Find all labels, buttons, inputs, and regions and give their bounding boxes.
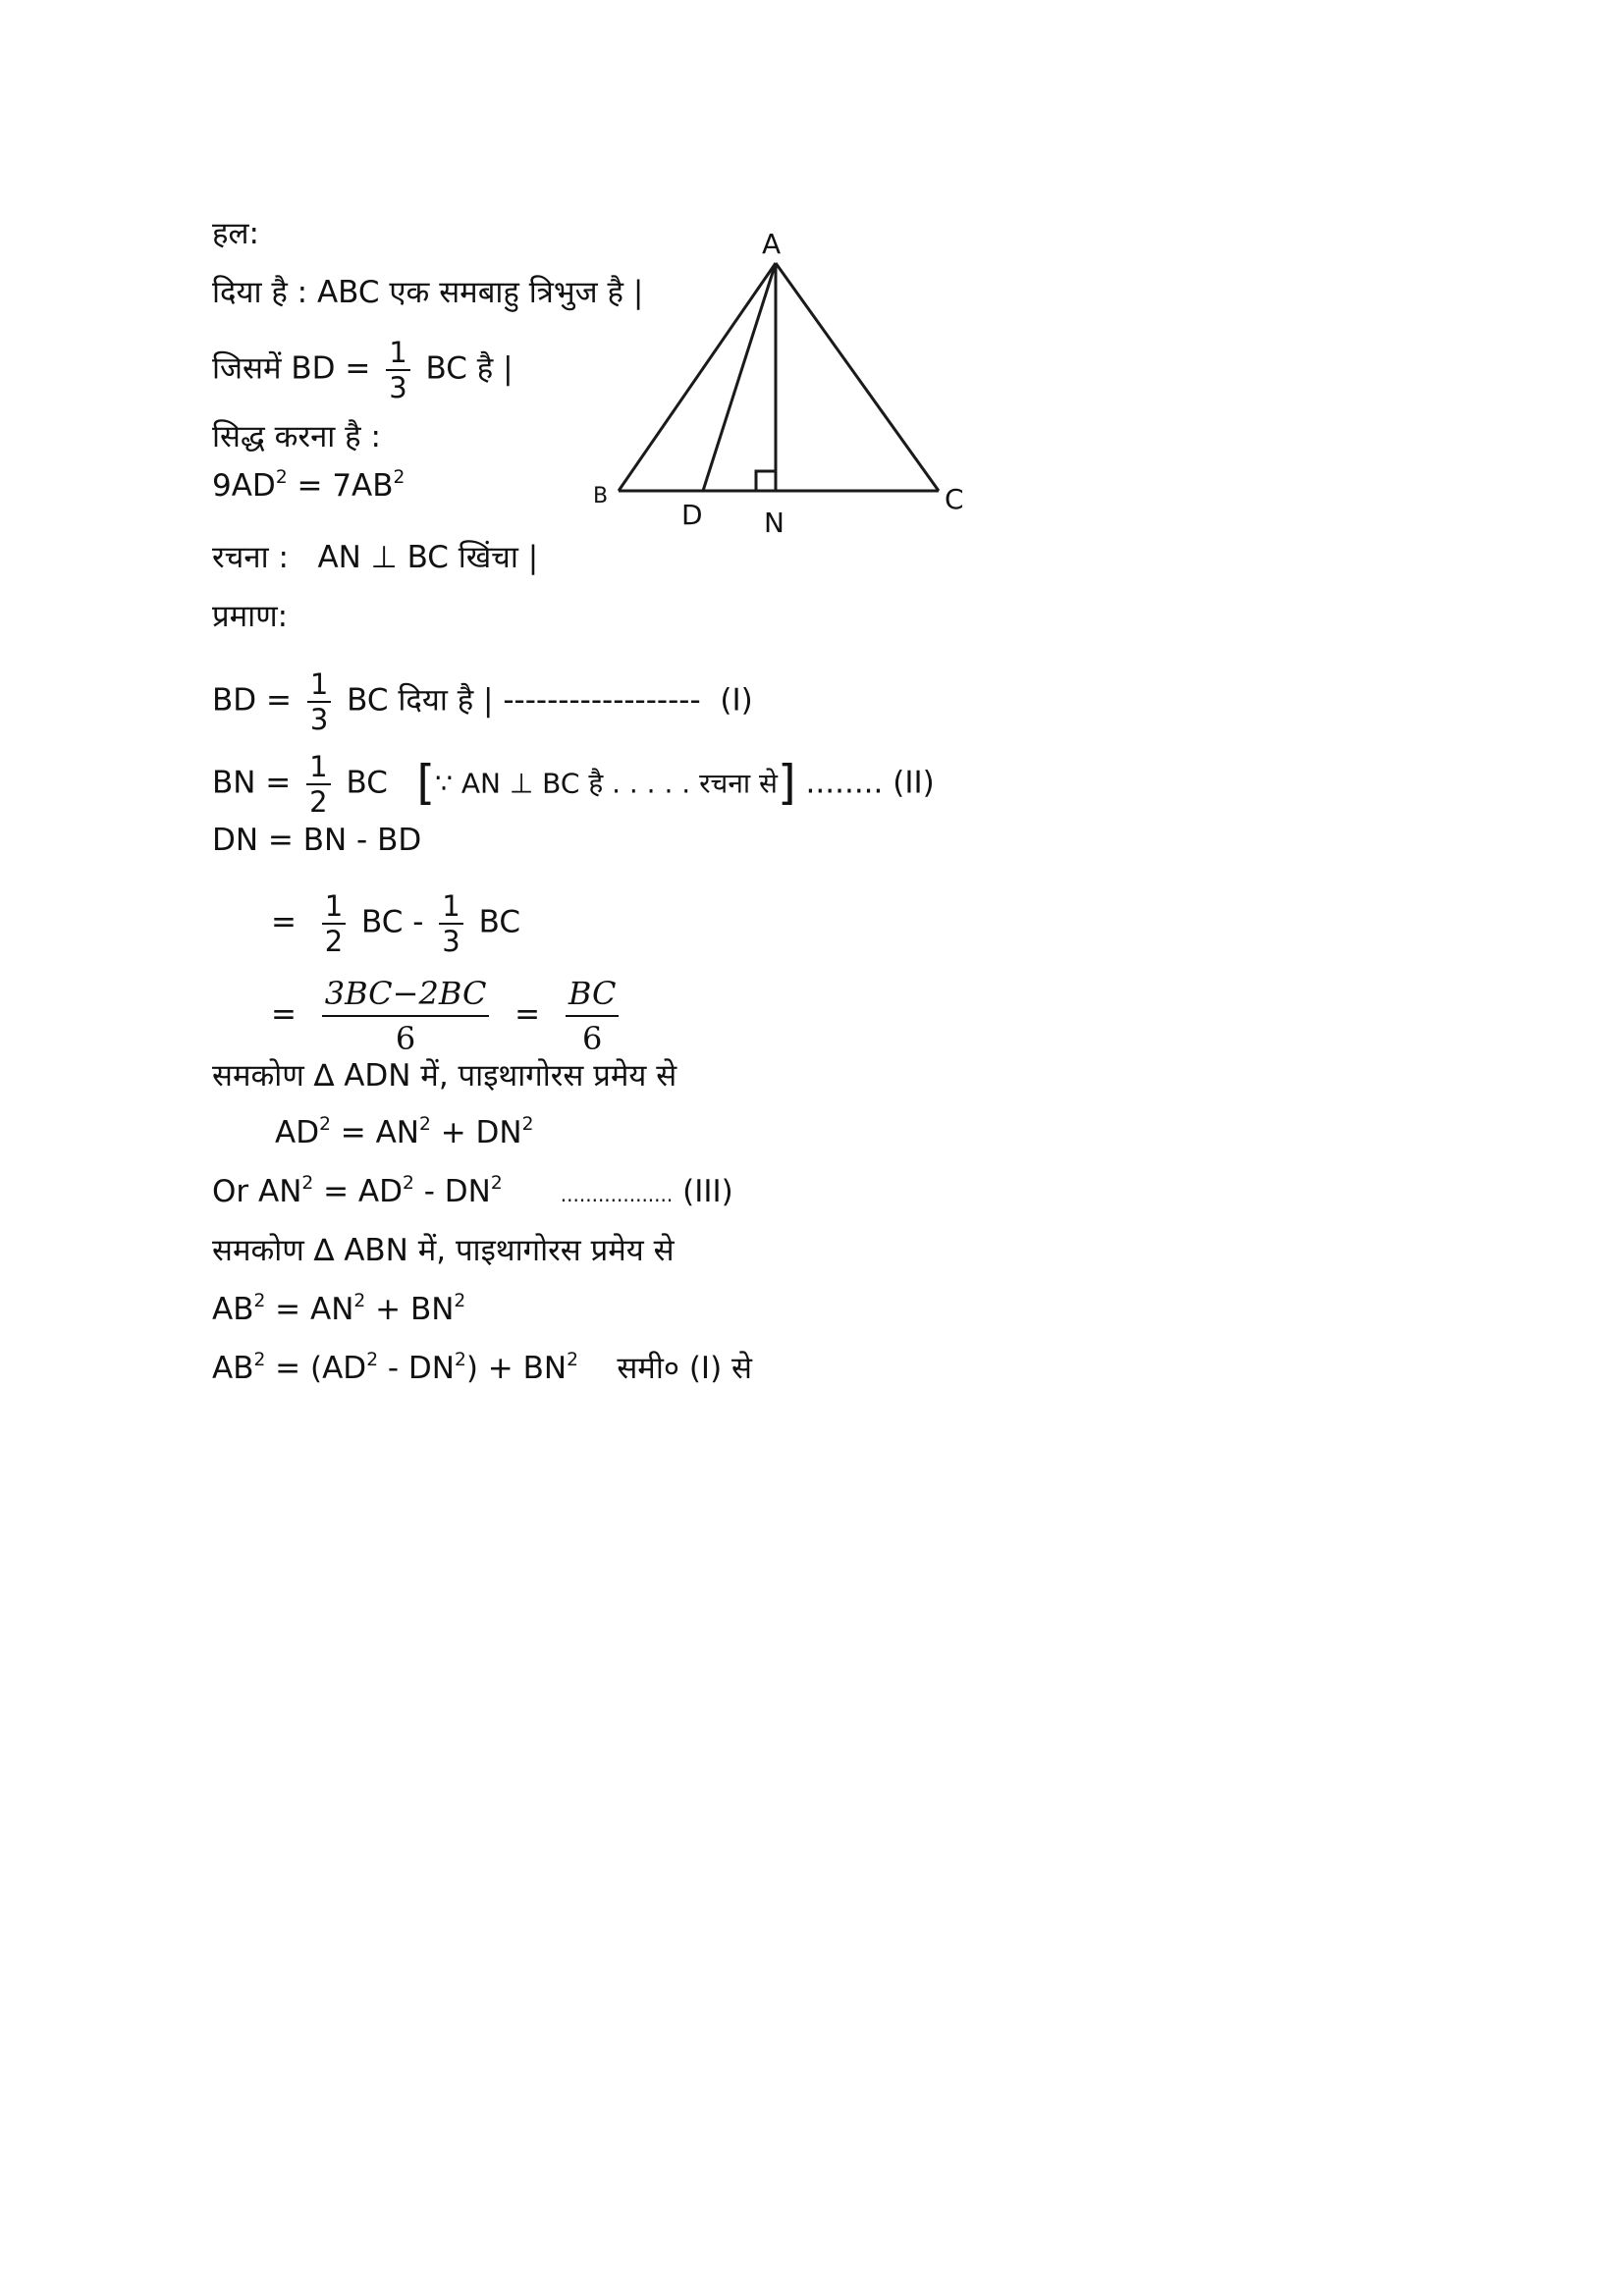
term: AD [275, 1115, 320, 1150]
denominator: 3 [442, 925, 460, 958]
fraction [307, 667, 331, 736]
term: Or AN [212, 1174, 302, 1209]
fraction [439, 889, 462, 958]
equation-note: समी० (I) से [617, 1351, 752, 1386]
term: - DN [378, 1351, 455, 1386]
lhs: BD = [212, 682, 292, 719]
term: + DN [430, 1115, 522, 1150]
vertex-label-d: D [681, 499, 703, 531]
step-4 [271, 889, 520, 958]
exponent: 2 [403, 1172, 414, 1194]
right-angle-mark [756, 471, 776, 491]
numerator: 1 [439, 889, 462, 925]
numerator: 3BC−2BC [322, 972, 490, 1017]
construction-line [212, 538, 538, 577]
adn-equation [275, 1113, 533, 1152]
exponent: 2 [455, 1349, 466, 1370]
fraction-one-third [386, 336, 409, 404]
or-equation [212, 1172, 733, 1214]
term: + BN [365, 1292, 455, 1327]
side-ac [776, 263, 939, 491]
term: AB [212, 1292, 254, 1327]
denominator: 3 [389, 371, 407, 404]
term: = AN [330, 1115, 420, 1150]
to-prove-equation [212, 466, 405, 506]
exponent: 2 [521, 1113, 534, 1135]
side-ab [619, 263, 776, 491]
exponent: 2 [393, 466, 406, 488]
denominator: 6 [395, 1020, 416, 1057]
term: = AN [265, 1292, 354, 1327]
step-2 [212, 750, 935, 819]
to-prove-label: सिद्ध करना है : [212, 419, 381, 454]
vertex-label-a: A [762, 228, 782, 260]
exponent: 2 [567, 1349, 578, 1370]
term: 9AD [212, 468, 276, 504]
term: = AD [313, 1174, 404, 1209]
equals: = [514, 996, 541, 1033]
construction-text: AN ⊥ BC खिंचा | [317, 540, 539, 575]
vertex-label-n: N [764, 507, 784, 538]
denominator: 2 [324, 925, 344, 958]
term: AB [212, 1351, 254, 1386]
equals: = [271, 904, 297, 940]
fraction [322, 889, 346, 958]
equals: = [271, 996, 297, 1033]
step-5 [271, 972, 624, 1060]
given-statement: दिया है : ABC एक समबाहु त्रिभुज है | [212, 275, 644, 310]
proof-label: प्रमाण: [212, 599, 289, 634]
exponent: 2 [419, 1113, 431, 1135]
exponent: 2 [301, 1172, 314, 1194]
construction-label: रचना : [212, 540, 289, 575]
exponent: 2 [253, 1290, 266, 1311]
abn-statement: समकोण ∆ ABN में, पाइथागोरस प्रमेय से [212, 1233, 675, 1268]
numerator: 1 [306, 750, 330, 785]
equation-tag: (III) [682, 1174, 733, 1209]
lhs: BN = [212, 765, 292, 801]
exponent: 2 [490, 1172, 503, 1194]
bd-suffix: BC है | [425, 350, 514, 387]
term: = 7AB [287, 468, 394, 504]
exponent: 2 [366, 1349, 379, 1370]
numerator: BC [566, 972, 620, 1017]
exponent: 2 [353, 1290, 366, 1311]
exponent: 2 [253, 1349, 266, 1370]
vertex-label-b: B [593, 484, 609, 508]
denominator: 6 [581, 1020, 603, 1057]
bracket-close: ] [777, 755, 796, 811]
term: ) + BN [465, 1351, 568, 1386]
denominator: 2 [309, 785, 328, 819]
exponent: 2 [275, 466, 288, 488]
equation-tag: (I) [720, 682, 753, 719]
solution-heading: हल: [212, 216, 259, 251]
triangle-figure [579, 224, 992, 538]
step-3: DN = BN - BD [212, 823, 422, 858]
segment-ad [703, 263, 776, 491]
bd-given-line [212, 336, 514, 404]
term: = (AD [265, 1351, 367, 1386]
vertex-label-c: C [945, 483, 964, 515]
bracket-open: [ [416, 755, 436, 811]
step-1 [212, 667, 753, 736]
denominator: 3 [309, 703, 329, 736]
dots: .................. [560, 1183, 674, 1206]
adn-statement: समकोण ∆ ADN में, पाइथागोरस प्रमेय से [212, 1058, 677, 1094]
numerator: 1 [307, 667, 331, 703]
term: BC [478, 904, 520, 940]
exponent: 2 [319, 1113, 331, 1135]
term: - DN [413, 1174, 491, 1209]
fraction [306, 750, 330, 819]
numerator: 1 [386, 336, 409, 371]
equation-tag: ........ (II) [805, 765, 935, 801]
bd-prefix: जिसमें BD = [212, 350, 371, 387]
final-equation [212, 1349, 752, 1388]
abn-equation [212, 1290, 465, 1329]
rhs: BC [346, 765, 388, 801]
fraction [322, 972, 490, 1060]
reason: ∵ AN ⊥ BC है . . . . . रचना से [435, 767, 778, 800]
exponent: 2 [454, 1290, 466, 1311]
term: BC - [361, 904, 424, 940]
rhs: BC दिया है | ------------------ [347, 682, 701, 719]
numerator: 1 [322, 889, 346, 925]
fraction [566, 972, 620, 1060]
